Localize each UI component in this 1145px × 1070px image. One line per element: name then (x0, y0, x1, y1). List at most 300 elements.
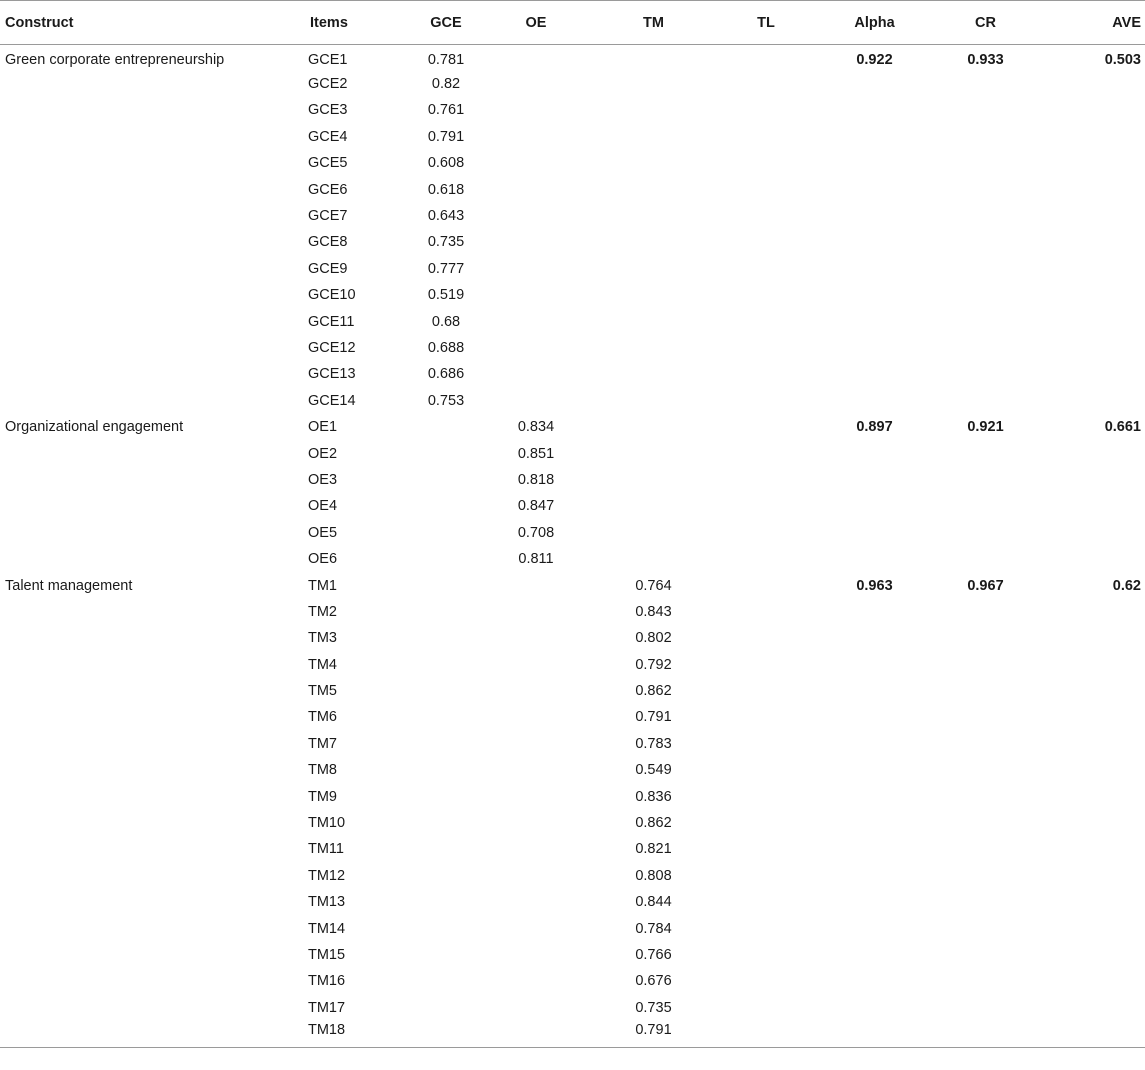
loading-cell (711, 625, 821, 651)
table-row (0, 757, 1145, 783)
item-cell: TM2 (308, 603, 337, 620)
table-header (0, 1, 1145, 45)
construct-cell (0, 520, 308, 546)
cr-cell: 0.921 (967, 419, 1004, 436)
construct-cell: Talent management (5, 577, 133, 594)
ave-cell (1043, 995, 1145, 1021)
loading-cell (596, 308, 711, 334)
loading-cell (476, 863, 596, 889)
ave-cell (1043, 1021, 1145, 1047)
loading-cell (476, 203, 596, 229)
construct-cell (0, 810, 308, 836)
cr-cell (928, 335, 1043, 361)
ave-cell: 0.503 (1104, 51, 1141, 68)
loading-cell (416, 414, 476, 440)
alpha-cell (821, 335, 928, 361)
loading-cell (711, 968, 821, 994)
loading-cell (711, 335, 821, 361)
item-cell: GCE14 (308, 392, 356, 409)
alpha-cell (821, 520, 928, 546)
loading-cell (476, 71, 596, 97)
table-row (0, 942, 1145, 968)
item-cell: TM12 (308, 867, 346, 884)
loading-cell (711, 915, 821, 941)
item-cell: OE6 (308, 551, 338, 568)
loading-cell: 0.781 (427, 51, 465, 68)
header-items: Items (308, 1, 416, 45)
loading-cell (476, 97, 596, 123)
loading-cell (416, 546, 476, 572)
alpha-cell (821, 1021, 928, 1047)
cr-cell (928, 810, 1043, 836)
ave-cell (1043, 97, 1145, 123)
ave-cell (1043, 836, 1145, 862)
cr-cell (928, 757, 1043, 783)
table-row (0, 45, 1145, 71)
loading-cell: 0.766 (635, 946, 672, 963)
table-row (0, 678, 1145, 704)
ave-cell (1043, 440, 1145, 466)
loading-cell (711, 150, 821, 176)
loading-cell (476, 124, 596, 150)
loading-cell (711, 124, 821, 150)
cr-cell (928, 546, 1043, 572)
construct-cell (0, 731, 308, 757)
item-cell: OE2 (308, 445, 338, 462)
loading-cell (476, 678, 596, 704)
item-cell: TM17 (308, 999, 346, 1016)
alpha-cell (821, 995, 928, 1021)
alpha-cell (821, 783, 928, 809)
construct-cell (0, 678, 308, 704)
loading-cell (711, 388, 821, 414)
loading-cell (476, 176, 596, 202)
loading-cell (596, 71, 711, 97)
header-construct: Construct (0, 1, 308, 45)
item-cell: GCE5 (308, 155, 348, 172)
alpha-cell (821, 388, 928, 414)
table-row (0, 308, 1145, 334)
item-cell: GCE8 (308, 234, 348, 251)
cr-cell (928, 995, 1043, 1021)
item-cell: TM18 (308, 1021, 416, 1047)
loading-cell (711, 308, 821, 334)
alpha-cell (821, 968, 928, 994)
loading-cell (416, 520, 476, 546)
loading-cell: 0.608 (427, 155, 465, 172)
item-cell: OE5 (308, 524, 338, 541)
item-cell: TM10 (308, 815, 346, 832)
loading-cell (416, 757, 476, 783)
loading-cell (596, 229, 711, 255)
ave-cell (1043, 915, 1145, 941)
cr-cell (928, 731, 1043, 757)
ave-cell (1043, 493, 1145, 519)
table-row (0, 915, 1145, 941)
loading-cell (596, 282, 711, 308)
cr-cell (928, 493, 1043, 519)
table-row (0, 625, 1145, 651)
construct-cell: Organizational engagement (5, 419, 184, 436)
construct-cell (0, 440, 308, 466)
cr-cell (928, 678, 1043, 704)
loading-cell: 0.686 (427, 366, 465, 383)
loading-cell (476, 256, 596, 282)
construct-cell (0, 546, 308, 572)
cr-cell (928, 71, 1043, 97)
item-cell: TM14 (308, 920, 346, 937)
loading-cell (596, 361, 711, 387)
loading-cell (711, 942, 821, 968)
ave-cell (1043, 71, 1145, 97)
loading-cell: 0.753 (427, 392, 465, 409)
alpha-cell (821, 71, 928, 97)
loading-cell: 0.844 (635, 894, 672, 911)
item-cell: GCE4 (308, 128, 348, 145)
loading-cell (596, 124, 711, 150)
loading-cell (476, 625, 596, 651)
loading-cell (711, 678, 821, 704)
ave-cell (1043, 651, 1145, 677)
item-cell: TM8 (308, 762, 337, 779)
loading-cell (711, 414, 821, 440)
table-row (0, 282, 1145, 308)
alpha-cell (821, 810, 928, 836)
cr-cell (928, 150, 1043, 176)
ave-cell (1043, 889, 1145, 915)
item-cell: TM9 (308, 788, 337, 805)
construct-cell (0, 915, 308, 941)
loading-cell (416, 863, 476, 889)
loading-cell: 0.862 (635, 815, 672, 832)
table-row (0, 783, 1145, 809)
construct-cell (0, 968, 308, 994)
loading-cell (711, 520, 821, 546)
loading-cell: 0.811 (518, 551, 554, 568)
alpha-cell (821, 308, 928, 334)
loading-cell (476, 599, 596, 625)
loading-cell (416, 440, 476, 466)
cr-cell (928, 282, 1043, 308)
construct-cell (0, 71, 308, 97)
loading-cell: 0.843 (635, 603, 672, 620)
cr-cell: 0.933 (967, 51, 1004, 68)
cr-cell (928, 308, 1043, 334)
table-row (0, 572, 1145, 598)
alpha-cell: 0.922 (856, 51, 893, 68)
ave-cell (1043, 968, 1145, 994)
loading-cell: 0.783 (635, 735, 672, 752)
item-cell: OE1 (308, 419, 338, 436)
loading-cell (711, 810, 821, 836)
alpha-cell (821, 942, 928, 968)
loading-cell (711, 731, 821, 757)
construct-cell (0, 256, 308, 282)
loading-cell (476, 282, 596, 308)
loading-cell (596, 440, 711, 466)
loading-cell: 0.735 (635, 999, 672, 1016)
loading-cell (596, 97, 711, 123)
alpha-cell (821, 467, 928, 493)
loading-cell: 0.735 (427, 234, 465, 251)
construct-cell (0, 282, 308, 308)
construct-cell (0, 783, 308, 809)
loading-cell (416, 968, 476, 994)
header-ave: AVE (1043, 1, 1145, 45)
ave-cell (1043, 757, 1145, 783)
construct-cell (0, 836, 308, 862)
loading-cell (596, 335, 711, 361)
ave-cell (1043, 520, 1145, 546)
alpha-cell (821, 731, 928, 757)
item-cell: TM3 (308, 630, 337, 647)
table-row (0, 493, 1145, 519)
loading-cell: 0.549 (635, 762, 672, 779)
alpha-cell (821, 97, 928, 123)
header-oe: OE (476, 1, 596, 45)
loading-cell (476, 704, 596, 730)
table-body (0, 45, 1145, 1048)
loading-cell (711, 783, 821, 809)
loading-cell (596, 176, 711, 202)
header-row (0, 1, 1145, 45)
loading-cell (476, 572, 596, 598)
loading-cell (711, 71, 821, 97)
loading-cell: 0.688 (427, 339, 465, 356)
cr-cell (928, 176, 1043, 202)
loading-cell (476, 889, 596, 915)
item-cell: GCE13 (308, 366, 356, 383)
table-row (0, 863, 1145, 889)
loading-cell (476, 995, 596, 1021)
item-cell: GCE10 (308, 287, 356, 304)
construct-cell (0, 651, 308, 677)
cr-cell (928, 520, 1043, 546)
loading-cell (476, 968, 596, 994)
ave-cell (1043, 282, 1145, 308)
loading-cell (416, 599, 476, 625)
loading-cell: 0.808 (635, 867, 672, 884)
ave-cell: 0.661 (1104, 419, 1141, 436)
loading-cell (711, 493, 821, 519)
loading-cell: 0.791 (596, 1021, 711, 1047)
ave-cell (1043, 599, 1145, 625)
loading-cell (596, 467, 711, 493)
construct-cell (0, 863, 308, 889)
loading-cell (416, 572, 476, 598)
item-cell: GCE3 (308, 102, 348, 119)
loading-cell: 0.862 (635, 683, 672, 700)
alpha-cell (821, 704, 928, 730)
construct-cell (0, 467, 308, 493)
loading-cell (711, 836, 821, 862)
loading-cell: 0.847 (517, 498, 555, 515)
table-row (0, 71, 1145, 97)
loading-cell (416, 651, 476, 677)
loading-cell: 0.643 (427, 208, 465, 225)
loading-cell (476, 836, 596, 862)
alpha-cell (821, 757, 928, 783)
loading-cell (711, 546, 821, 572)
construct-cell (0, 1021, 308, 1047)
item-cell: OE3 (308, 471, 338, 488)
construct-cell (0, 335, 308, 361)
cr-cell (928, 388, 1043, 414)
loading-cell (416, 810, 476, 836)
table-row (0, 229, 1145, 255)
table-row (0, 388, 1145, 414)
loading-cell: 0.618 (427, 181, 465, 198)
loading-cell (596, 388, 711, 414)
table-row (0, 995, 1145, 1021)
cr-cell (928, 783, 1043, 809)
cr-cell (928, 203, 1043, 229)
header-tl: TL (711, 1, 821, 45)
construct-cell: Green corporate entrepreneurship (5, 51, 225, 68)
loading-cell (596, 546, 711, 572)
item-cell: GCE12 (308, 339, 356, 356)
loading-cell: 0.777 (427, 260, 465, 277)
alpha-cell (821, 256, 928, 282)
construct-cell (0, 97, 308, 123)
item-cell: TM16 (308, 973, 346, 990)
loading-cell (416, 836, 476, 862)
table-row (0, 810, 1145, 836)
alpha-cell (821, 863, 928, 889)
ave-cell (1043, 229, 1145, 255)
construct-cell (0, 493, 308, 519)
loading-cell (596, 414, 711, 440)
loading-cell: 0.82 (431, 76, 461, 93)
loading-cell (711, 203, 821, 229)
cr-cell (928, 467, 1043, 493)
alpha-cell (821, 361, 928, 387)
ave-cell (1043, 150, 1145, 176)
alpha-cell (821, 836, 928, 862)
item-cell: TM13 (308, 894, 346, 911)
cr-cell (928, 97, 1043, 123)
loading-cell (416, 731, 476, 757)
ave-cell (1043, 203, 1145, 229)
item-cell: GCE1 (308, 51, 348, 68)
loading-cell (711, 45, 821, 71)
ave-cell (1043, 863, 1145, 889)
construct-cell (0, 625, 308, 651)
loading-cell: 0.802 (635, 630, 672, 647)
construct-cell (0, 995, 308, 1021)
header-gce: GCE (416, 1, 476, 45)
loading-cell: 0.761 (427, 102, 465, 119)
construct-cell (0, 203, 308, 229)
construct-cell (0, 704, 308, 730)
item-cell: TM1 (308, 577, 337, 594)
ave-cell (1043, 625, 1145, 651)
cr-cell (928, 836, 1043, 862)
loading-cell (416, 704, 476, 730)
loading-cell (416, 783, 476, 809)
loading-cell (416, 493, 476, 519)
loading-cell: 0.792 (635, 656, 672, 673)
item-cell: GCE7 (308, 208, 348, 225)
alpha-cell: 0.963 (856, 577, 893, 594)
loading-cell (711, 889, 821, 915)
loading-cell (476, 731, 596, 757)
construct-cell (0, 150, 308, 176)
ave-cell (1043, 678, 1145, 704)
cr-cell (928, 704, 1043, 730)
alpha-cell (821, 915, 928, 941)
construct-cell (0, 361, 308, 387)
ave-cell (1043, 704, 1145, 730)
item-cell: GCE9 (308, 260, 348, 277)
cr-cell (928, 889, 1043, 915)
cr-cell (928, 361, 1043, 387)
alpha-cell (821, 150, 928, 176)
loading-cell (596, 520, 711, 546)
ave-cell (1043, 546, 1145, 572)
loading-cell (596, 45, 711, 71)
construct-cell (0, 757, 308, 783)
loading-cell (711, 176, 821, 202)
construct-cell (0, 942, 308, 968)
loading-cell (476, 915, 596, 941)
cr-cell (928, 968, 1043, 994)
alpha-cell (821, 678, 928, 704)
loading-cell (711, 599, 821, 625)
table-row (0, 704, 1145, 730)
alpha-cell (821, 546, 928, 572)
loading-cell (476, 810, 596, 836)
ave-cell (1043, 361, 1145, 387)
loading-cell (711, 467, 821, 493)
alpha-cell (821, 625, 928, 651)
loading-cell: 0.821 (635, 841, 672, 858)
cr-cell (928, 599, 1043, 625)
loading-cell (711, 704, 821, 730)
table-row (0, 1021, 1145, 1047)
loading-cell (711, 229, 821, 255)
loading-cell (476, 150, 596, 176)
cr-cell (928, 229, 1043, 255)
loading-cell (476, 1021, 596, 1047)
alpha-cell (821, 282, 928, 308)
loading-cell (476, 651, 596, 677)
table-row (0, 467, 1145, 493)
loading-cell: 0.764 (635, 577, 672, 594)
item-cell: GCE2 (308, 76, 348, 93)
loading-cell (476, 308, 596, 334)
item-cell: TM6 (308, 709, 337, 726)
table-row (0, 520, 1145, 546)
cr-cell (928, 942, 1043, 968)
loading-cell (711, 863, 821, 889)
cr-cell (928, 440, 1043, 466)
item-cell: OE4 (308, 498, 338, 515)
ave-cell (1043, 388, 1145, 414)
item-cell: TM7 (308, 735, 337, 752)
ave-cell: 0.62 (1112, 577, 1141, 594)
table-row (0, 150, 1145, 176)
construct-cell (0, 124, 308, 150)
loading-cell (416, 915, 476, 941)
table-row (0, 256, 1145, 282)
ave-cell (1043, 308, 1145, 334)
ave-cell (1043, 335, 1145, 361)
alpha-cell (821, 203, 928, 229)
alpha-cell (821, 599, 928, 625)
loading-cell: 0.834 (517, 419, 555, 436)
cr-cell (928, 625, 1043, 651)
